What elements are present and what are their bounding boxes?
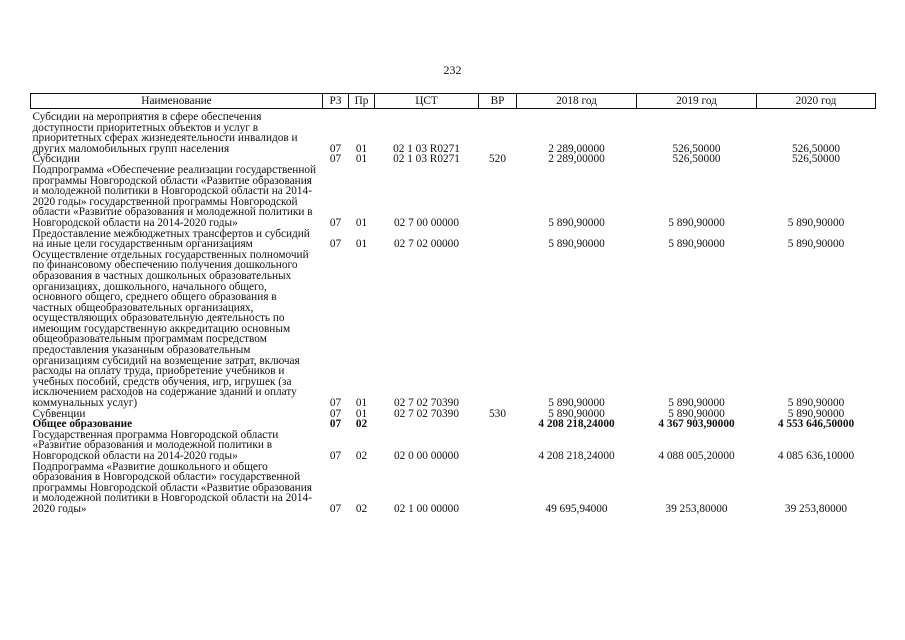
header-pr: Пр <box>349 94 375 109</box>
cell-rz: 07 <box>329 450 342 462</box>
table-row <box>31 462 876 515</box>
table-row <box>31 250 876 409</box>
cell-cst: 02 1 03 R0271 <box>393 153 460 166</box>
cell-vr <box>479 419 517 430</box>
budget-table <box>30 93 876 515</box>
cell-pr: 01 <box>355 216 368 229</box>
header-2018: 2018 год <box>517 94 637 109</box>
table-row <box>31 229 876 250</box>
cell-rz: 07 <box>329 142 342 155</box>
cell-pr: 01 <box>355 407 368 420</box>
table-header <box>31 94 876 109</box>
cell-rz: 07 <box>329 407 342 420</box>
cell-y2018: 5 890,90000 <box>548 238 605 251</box>
cell-y2020: 5 890,90000 <box>787 397 845 410</box>
cell-cst: 02 7 02 70390 <box>394 397 459 410</box>
cell-cst: 02 0 00 00000 <box>394 450 459 462</box>
cell-pr: 01 <box>355 153 368 166</box>
cell-vr <box>479 462 517 515</box>
cell-vr: 530 <box>489 407 506 420</box>
cell-name: Предоставление межбюджетных трансфертов и субсидий на иные цели государственным организациям <box>32 227 310 251</box>
header-2020: 2020 год <box>757 94 876 109</box>
table-row <box>31 165 876 229</box>
cell-name: Субвенции <box>32 407 86 420</box>
header-cst: ЦСТ <box>375 94 479 109</box>
cell-y2020: 4 553 646,50000 <box>777 418 855 431</box>
cell-pr: 02 <box>355 502 368 515</box>
cell-y2019: 5 890,90000 <box>668 407 725 420</box>
cell-cst: 02 1 03 R0271 <box>393 142 460 155</box>
cell-y2018: 4 208 218,24000 <box>538 450 615 462</box>
cell-rz: 07 <box>329 153 342 166</box>
cell-cst <box>375 419 479 430</box>
cell-rz: 07 <box>329 216 342 229</box>
cell-y2018: 4 208 218,24000 <box>538 418 615 431</box>
cell-cst: 02 7 02 00000 <box>394 238 459 251</box>
header-rz: РЗ <box>323 94 349 109</box>
cell-pr: 02 <box>355 418 368 431</box>
cell-y2019: 5 890,90000 <box>668 238 725 251</box>
header-vr: ВР <box>479 94 517 109</box>
cell-cst: 02 7 02 70390 <box>394 407 459 420</box>
cell-name: Общее образование <box>32 418 133 431</box>
cell-name: Подпрограмма «Обеспечение реализации государственной программы Новгородской области «Развитие образования и молодежной политики в Новгородской области на 2014-2020 годы» государственной программы Новгородской области «Развитие образования и молодежной политики в Новгородской области на 2014-2020 годы» <box>32 163 317 229</box>
cell-y2018: 5 890,90000 <box>548 407 605 420</box>
cell-y2020: 526,50000 <box>791 153 840 166</box>
cell-rz: 07 <box>329 397 342 410</box>
cell-y2018: 5 890,90000 <box>548 397 605 410</box>
cell-vr <box>479 229 517 250</box>
cell-name: Подпрограмма «Развитие дошкольного и общего образования в Новгородской области» государственной программы Новгородской области «Развитие образования и молодежной политики в Новгородской области на 2014-2020 годы» <box>32 460 312 515</box>
cell-pr: 02 <box>355 450 368 462</box>
cell-y2020: 39 253,80000 <box>784 502 848 515</box>
cell-y2020: 5 890,90000 <box>787 216 845 229</box>
cell-name: Государственная программа Новгородской области «Развитие образования и молодежной политики в Новгородской области на 2014-2020 годы» <box>32 428 279 462</box>
cell-cst: 02 7 00 00000 <box>394 216 459 229</box>
table-row <box>31 112 876 154</box>
cell-y2018: 49 695,94000 <box>545 502 608 515</box>
table-body <box>31 109 876 515</box>
cell-y2020: 526,50000 <box>791 142 840 155</box>
table-row <box>31 430 876 462</box>
page-number: 232 <box>443 63 462 77</box>
cell-y2019: 4 088 005,20000 <box>658 450 735 462</box>
cell-vr <box>479 112 517 154</box>
header-2019: 2019 год <box>637 94 757 109</box>
cell-vr <box>479 250 517 409</box>
cell-y2019: 5 890,90000 <box>668 216 725 229</box>
cell-vr <box>479 430 517 462</box>
cell-rz: 07 <box>329 418 342 431</box>
cell-pr: 01 <box>355 397 368 410</box>
cell-y2018: 2 289,00000 <box>548 153 605 166</box>
cell-y2019: 526,50000 <box>672 153 721 166</box>
cell-y2018: 5 890,90000 <box>548 216 605 229</box>
cell-rz: 07 <box>329 502 342 515</box>
cell-y2020: 4 085 636,10000 <box>777 450 855 462</box>
cell-cst: 02 1 00 00000 <box>394 502 459 515</box>
cell-y2019: 39 253,80000 <box>665 502 728 515</box>
cell-y2019: 4 367 903,90000 <box>658 418 735 431</box>
cell-vr <box>479 165 517 229</box>
cell-y2018: 2 289,00000 <box>548 142 605 155</box>
cell-name: Осуществление отдельных государственных полномочий по финансовому обеспечению получения дошкольного образования в частных дошкольных образовательных организациях, дошкольного, начального общего, основного общего, среднего общего образования в частных общеобразовательных организациях, осуществляющих образовательную деятельность по имеющим государственную аккредитацию основным общеобразовательным программам посредством предоставления указанным образовательным организациям субсидий на возмещение затрат, включая расходы на оплату труда, приобретение учебников и учебных пособий, средств обучения, игр, игрушек (за исключением расходов на содержание зданий и оплату коммунальных услуг) <box>32 248 309 410</box>
cell-pr: 01 <box>355 142 368 155</box>
table-row <box>31 409 876 420</box>
cell-y2019: 5 890,90000 <box>668 397 725 410</box>
cell-name: Субсидии <box>32 153 80 166</box>
cell-y2020: 5 890,90000 <box>787 407 845 420</box>
cell-name: Субсидии на мероприятия в сфере обеспечения доступности приоритетных объектов и услуг в приоритетных сферах жизнедеятельности инвалидов и других маломобильных групп населения <box>32 111 298 155</box>
cell-y2019: 526,50000 <box>672 142 721 155</box>
cell-pr: 01 <box>355 238 368 251</box>
cell-rz: 07 <box>329 238 342 251</box>
cell-y2020: 5 890,90000 <box>787 238 845 251</box>
cell-vr: 520 <box>489 153 506 166</box>
header-name: Наименование <box>31 94 323 109</box>
